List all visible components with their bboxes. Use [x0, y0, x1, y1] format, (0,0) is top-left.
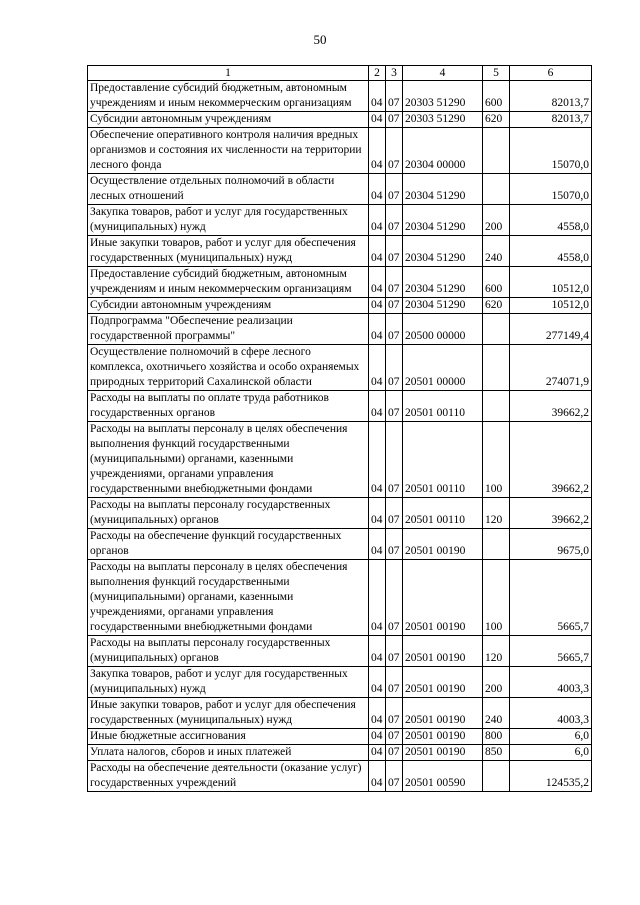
row-amount: 9675,0	[510, 529, 592, 560]
row-amount: 10512,0	[510, 298, 592, 314]
row-amount: 15070,0	[510, 128, 592, 174]
row-amount: 4558,0	[510, 205, 592, 236]
row-expense-type: 620	[483, 298, 510, 314]
row-target-article: 20304 51290	[403, 205, 483, 236]
row-target-article: 20501 00110	[403, 422, 483, 498]
row-expense-type: 120	[483, 498, 510, 529]
row-target-article: 20501 00190	[403, 698, 483, 729]
row-section: 04	[369, 391, 386, 422]
row-target-article: 20304 51290	[403, 267, 483, 298]
row-section: 04	[369, 236, 386, 267]
row-subsection: 07	[386, 745, 403, 761]
row-name: Уплата налогов, сборов и иных платежей	[88, 745, 369, 761]
header-section: 2	[369, 66, 386, 81]
row-subsection: 07	[386, 698, 403, 729]
row-subsection: 07	[386, 345, 403, 391]
table-row	[88, 314, 592, 345]
row-target-article: 20501 00190	[403, 729, 483, 745]
header-name: 1	[88, 66, 369, 81]
table-row	[88, 345, 592, 391]
row-expense-type: 240	[483, 698, 510, 729]
row-section: 04	[369, 422, 386, 498]
row-expense-type: 200	[483, 205, 510, 236]
row-expense-type: 850	[483, 745, 510, 761]
row-amount: 4003,3	[510, 698, 592, 729]
row-expense-type: 600	[483, 81, 510, 112]
row-expense-type: 100	[483, 560, 510, 636]
row-section: 04	[369, 205, 386, 236]
row-section: 04	[369, 345, 386, 391]
row-subsection: 07	[386, 560, 403, 636]
row-name: Расходы на выплаты персоналу государственных (муниципальных) органов	[88, 498, 369, 529]
row-amount: 5665,7	[510, 636, 592, 667]
row-target-article: 20501 00110	[403, 498, 483, 529]
row-amount: 6,0	[510, 745, 592, 761]
row-expense-type: 120	[483, 636, 510, 667]
row-amount: 6,0	[510, 729, 592, 745]
row-name: Осуществление отдельных полномочий в области лесных отношений	[88, 174, 369, 205]
row-name: Расходы на выплаты персоналу в целях обеспечения выполнения функций государственными (муниципальными) органами, казенными учреждениями, органами управления государственными внебюджетными фондами	[88, 560, 369, 636]
row-subsection: 07	[386, 112, 403, 128]
row-target-article: 20304 00000	[403, 128, 483, 174]
row-expense-type	[483, 529, 510, 560]
row-subsection: 07	[386, 529, 403, 560]
row-target-article: 20501 00190	[403, 636, 483, 667]
row-subsection: 07	[386, 267, 403, 298]
row-amount: 274071,9	[510, 345, 592, 391]
row-expense-type: 100	[483, 422, 510, 498]
row-section: 04	[369, 745, 386, 761]
row-subsection: 07	[386, 174, 403, 205]
row-expense-type: 620	[483, 112, 510, 128]
row-name: Обеспечение оперативного контроля наличия вредных организмов и состояния их численности на территории лесного фонда	[88, 128, 369, 174]
row-section: 04	[369, 174, 386, 205]
row-section: 04	[369, 498, 386, 529]
row-name: Закупка товаров, работ и услуг для государственных (муниципальных) нужд	[88, 667, 369, 698]
row-expense-type	[483, 391, 510, 422]
row-name: Закупка товаров, работ и услуг для государственных (муниципальных) нужд	[88, 205, 369, 236]
row-subsection: 07	[386, 422, 403, 498]
table-row	[88, 667, 592, 698]
row-target-article: 20501 00190	[403, 745, 483, 761]
row-amount: 277149,4	[510, 314, 592, 345]
table-row	[88, 729, 592, 745]
row-name: Предоставление субсидий бюджетным, автономным учреждениям и иным некоммерческим организациям	[88, 81, 369, 112]
row-target-article: 20500 00000	[403, 314, 483, 345]
row-expense-type	[483, 314, 510, 345]
row-subsection: 07	[386, 729, 403, 745]
table-row	[88, 298, 592, 314]
row-subsection: 07	[386, 205, 403, 236]
row-amount: 5665,7	[510, 560, 592, 636]
budget-table	[87, 65, 592, 792]
row-target-article: 20304 51290	[403, 174, 483, 205]
header-amount: 6	[510, 66, 592, 81]
row-amount: 39662,2	[510, 391, 592, 422]
row-section: 04	[369, 560, 386, 636]
row-name: Расходы на выплаты по оплате труда работников государственных органов	[88, 391, 369, 422]
row-name: Субсидии автономным учреждениям	[88, 298, 369, 314]
row-name: Расходы на выплаты персоналу в целях обеспечения выполнения функций государственными (муниципальными) органами, казенными учреждениями, органами управления государственными внебюджетными фондами	[88, 422, 369, 498]
row-name: Иные закупки товаров, работ и услуг для обеспечения государственных (муниципальных) нужд	[88, 698, 369, 729]
row-amount: 39662,2	[510, 498, 592, 529]
table-row	[88, 267, 592, 298]
table-row	[88, 81, 592, 112]
row-amount: 124535,2	[510, 761, 592, 792]
row-target-article: 20501 00190	[403, 560, 483, 636]
table-row	[88, 236, 592, 267]
row-section: 04	[369, 761, 386, 792]
row-expense-type: 600	[483, 267, 510, 298]
row-subsection: 07	[386, 636, 403, 667]
row-target-article: 20304 51290	[403, 236, 483, 267]
table-row	[88, 391, 592, 422]
row-expense-type	[483, 174, 510, 205]
row-amount: 4003,3	[510, 667, 592, 698]
table-row	[88, 636, 592, 667]
row-section: 04	[369, 636, 386, 667]
row-target-article: 20304 51290	[403, 298, 483, 314]
row-name: Субсидии автономным учреждениям	[88, 112, 369, 128]
row-name: Осуществление полномочий в сфере лесного комплекса, охотничьего хозяйства и особо охраняемых природных территорий Сахалинской области	[88, 345, 369, 391]
table-row	[88, 128, 592, 174]
row-section: 04	[369, 112, 386, 128]
table-row	[88, 761, 592, 792]
row-subsection: 07	[386, 761, 403, 792]
row-expense-type	[483, 128, 510, 174]
row-section: 04	[369, 267, 386, 298]
row-name: Предоставление субсидий бюджетным, автономным учреждениям и иным некоммерческим организациям	[88, 267, 369, 298]
row-section: 04	[369, 729, 386, 745]
row-subsection: 07	[386, 298, 403, 314]
row-target-article: 20501 00110	[403, 391, 483, 422]
row-section: 04	[369, 667, 386, 698]
row-section: 04	[369, 529, 386, 560]
row-expense-type	[483, 761, 510, 792]
row-amount: 15070,0	[510, 174, 592, 205]
table-row	[88, 498, 592, 529]
row-name: Расходы на обеспечение деятельности (оказание услуг) государственных учреждений	[88, 761, 369, 792]
table-row	[88, 745, 592, 761]
table-row	[88, 205, 592, 236]
table-row	[88, 174, 592, 205]
row-name: Расходы на обеспечение функций государственных органов	[88, 529, 369, 560]
row-subsection: 07	[386, 667, 403, 698]
row-subsection: 07	[386, 236, 403, 267]
row-subsection: 07	[386, 498, 403, 529]
row-name: Подпрограмма "Обеспечение реализации государственной программы"	[88, 314, 369, 345]
table-row	[88, 529, 592, 560]
row-amount: 4558,0	[510, 236, 592, 267]
row-subsection: 07	[386, 128, 403, 174]
row-target-article: 20501 00190	[403, 667, 483, 698]
row-target-article: 20501 00000	[403, 345, 483, 391]
table-body	[88, 81, 592, 792]
row-expense-type: 800	[483, 729, 510, 745]
row-target-article: 20303 51290	[403, 112, 483, 128]
row-subsection: 07	[386, 314, 403, 345]
row-amount: 39662,2	[510, 422, 592, 498]
row-expense-type	[483, 345, 510, 391]
row-expense-type: 200	[483, 667, 510, 698]
table-row	[88, 560, 592, 636]
row-name: Иные закупки товаров, работ и услуг для обеспечения государственных (муниципальных) нужд	[88, 236, 369, 267]
row-expense-type: 240	[483, 236, 510, 267]
row-target-article: 20501 00190	[403, 529, 483, 560]
row-amount: 82013,7	[510, 81, 592, 112]
page-number: 50	[313, 32, 327, 47]
table-row	[88, 698, 592, 729]
row-section: 04	[369, 128, 386, 174]
row-subsection: 07	[386, 391, 403, 422]
row-name: Расходы на выплаты персоналу государственных (муниципальных) органов	[88, 636, 369, 667]
row-amount: 82013,7	[510, 112, 592, 128]
row-section: 04	[369, 298, 386, 314]
row-section: 04	[369, 314, 386, 345]
row-target-article: 20303 51290	[403, 81, 483, 112]
header-row	[88, 66, 592, 81]
row-section: 04	[369, 698, 386, 729]
header-expense-type: 5	[483, 66, 510, 81]
row-amount: 10512,0	[510, 267, 592, 298]
header-target-article: 4	[403, 66, 483, 81]
row-name: Иные бюджетные ассигнования	[88, 729, 369, 745]
header-subsection: 3	[386, 66, 403, 81]
row-section: 04	[369, 81, 386, 112]
row-subsection: 07	[386, 81, 403, 112]
row-target-article: 20501 00590	[403, 761, 483, 792]
table-row	[88, 112, 592, 128]
table-row	[88, 422, 592, 498]
